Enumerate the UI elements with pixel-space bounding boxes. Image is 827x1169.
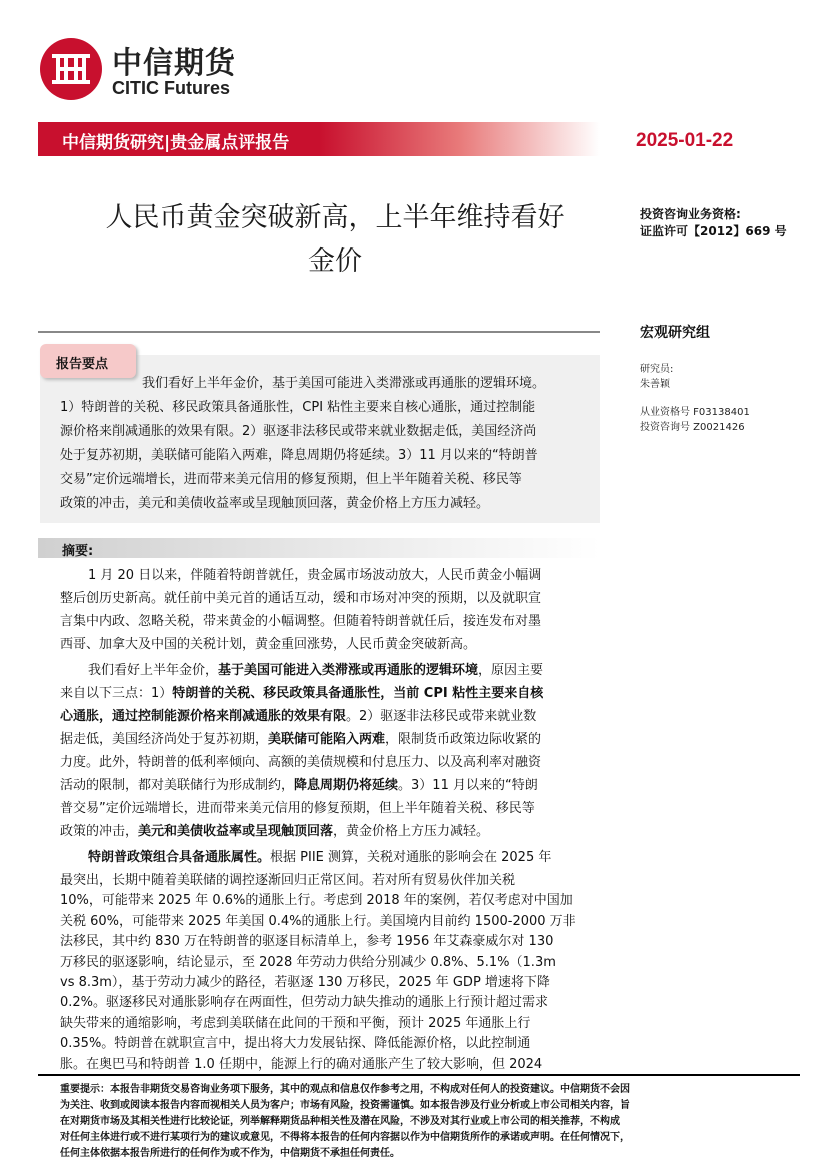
researcher-label: 研究员: bbox=[640, 364, 674, 375]
body-line: 万移民的驱逐影响，结论显示，至 2028 年劳动力供给分别减少 0.8%、5.1%（1.3m bbox=[60, 954, 556, 970]
body-line: 胀。在奥巴马和特朗普 1.0 任期中，能源上行的确对通胀产生了较大影响，但 2024 bbox=[60, 1056, 543, 1072]
title-divider bbox=[38, 331, 600, 333]
report-date: 2025-01-22 bbox=[636, 130, 734, 151]
abstract-header: 摘要: bbox=[62, 544, 94, 559]
disclaimer-line: 对任何主体进行或不进行某项行为的建议或意见，不得将本报告的任何内容据以作为中信期货所作的承诺或声明。在任何情况下， bbox=[60, 1132, 630, 1143]
body-line: 政策的冲击，美元和美债收益率或呈现触顶回落，黄金价格上方压力减轻。 bbox=[60, 824, 490, 839]
summary-line: 政策的冲击，美元和美债收益率或呈现触顶回落，黄金价格上方压力减轻。 bbox=[60, 496, 490, 511]
researcher-name: 朱善颖 bbox=[640, 379, 670, 390]
body-line: 缺失带来的通缩影响，考虑到美联储在此间的干预和平衡，预计 2025 年通胀上行 bbox=[60, 1015, 531, 1031]
body-line: 据走低，美国经济尚处于复苏初期，美联储可能陷入两难，限制货币政策边际收紧的 bbox=[60, 732, 542, 747]
body-line: 法移民，其中约 830 万在特朗普的驱逐目标清单上，参考 1956 年艾森豪威尔对 130 bbox=[60, 934, 554, 950]
body-line: 心通胀，通过控制能源价格来削减通胀的效果有限。2）驱逐非法移民或带来就业数 bbox=[60, 709, 537, 724]
disclaimer-line: 在对期货市场及其相关性进行比较论证，列举解释期货品种相关性及潜在风险，不涉及对其行业或上市公司的相关推荐，不构成 bbox=[60, 1116, 620, 1127]
disclaimer-line: 重要提示：本报告非期货交易咨询业务项下服务，其中的观点和信息仅作参考之用，不构成对任何人的投资建议。中信期货不会因 bbox=[60, 1084, 630, 1095]
body-line: 西哥、加拿大及中国的关税计划，黄金重回涨势，人民币黄金突破新高。 bbox=[60, 637, 477, 652]
body-line: 0.2%。驱逐移民对通胀影响存在两面性，但劳动力缺失推动的通胀上行预计超过需求 bbox=[60, 995, 549, 1011]
footer-divider bbox=[38, 1074, 800, 1076]
qualification-label: 投资咨询业务资格: bbox=[640, 207, 741, 221]
body-line: 活动的限制，都对美联储行为形成制约，降息周期仍将延续。3）11 月以来的“特朗 bbox=[60, 778, 538, 793]
report-title-line2: 金价 bbox=[308, 246, 362, 277]
advisory-number: 投资咨询号 Z0021426 bbox=[640, 422, 745, 433]
report-category: 中信期货研究|贵金属点评报告 bbox=[62, 133, 290, 153]
body-line: 10%，可能带来 2025 年 0.6%的通胀上行。考虑到 2018 年的案例，若仅考虑对中国加 bbox=[60, 893, 573, 909]
license-number: 证监许可【2012】669 号 bbox=[640, 224, 787, 238]
citic-logo-icon bbox=[38, 36, 104, 102]
body-line: vs 8.3m），基于劳动力减少的路径，若驱逐 130 万移民，2025 年 GDP 增速将下降 bbox=[60, 975, 550, 990]
logo-chinese-name: 中信期货 bbox=[112, 46, 236, 81]
body-line: 最突出，长期中随着美联储的调控逐渐回归正常区间。若对所有贸易伙伴加关税 bbox=[60, 873, 516, 888]
logo-english-name: CITIC Futures bbox=[112, 78, 231, 98]
body-line: 言集中内政、忽略关税，带来黄金的小幅调整。但随着特朗普就任后，接连发布对墨 bbox=[60, 614, 542, 629]
summary-tag-label: 报告要点 bbox=[56, 357, 109, 372]
report-title bbox=[60, 196, 610, 284]
citic-futures-logo bbox=[38, 36, 268, 98]
disclaimer-line: 为关注、收到或阅读本报告内容而视相关人员为客户；市场有风险，投资需谨慎。如本报告涉及行业分析或上市公司相关内容，旨 bbox=[60, 1100, 630, 1111]
summary-line: 处于复苏初期，美联储可能陷入两难，降息周期仍将延续。3）11 月以来的“特朗普 bbox=[60, 448, 538, 463]
body-line: 0.35%。特朗普在就职宣言中，提出将大力发展钻探、降低能源价格，以此控制通 bbox=[60, 1036, 531, 1052]
summary-tag bbox=[40, 344, 136, 378]
report-title-line1: 人民币黄金突破新高，上半年维持看好 bbox=[105, 202, 565, 233]
report-category-band bbox=[38, 122, 600, 156]
body-line: 整后创历史新高。就任前中美元首的通话互动，缓和市场对冲突的预期，以及就职宣 bbox=[60, 591, 542, 606]
summary-line: 交易”定价远端增长，进而带来美元信用的修复预期，但上半年随着关税、移民等 bbox=[60, 472, 522, 487]
summary-line: 1）特朗普的关税、移民政策具备通胀性，CPI 粘性主要来自核心通胀，通过控制能 bbox=[60, 400, 536, 415]
abstract-header-bar bbox=[38, 538, 600, 558]
certification-number: 从业资格号 F03138401 bbox=[640, 407, 750, 418]
body-line: 我们看好上半年金价，基于美国可能进入类滞涨或再通胀的逻辑环境，原因主要 bbox=[88, 663, 544, 678]
body-line: 1 月 20 日以来，伴随着特朗普就任，贵金属市场波动放大，人民币黄金小幅调 bbox=[88, 568, 542, 583]
body-line: 特朗普政策组合具备通胀属性。根据 PIIE 测算，关税对通胀的影响会在 2025 年 bbox=[88, 850, 552, 865]
summary-line: 源价格来削减通胀的效果有限。2）驱逐非法移民或带来就业数据走低，美国经济尚 bbox=[60, 424, 537, 439]
body-line: 来自以下三点：1）特朗普的关税、移民政策具备通胀性，当前 CPI 粘性主要来自核 bbox=[60, 686, 544, 701]
body-line: 关税 60%，可能带来 2025 年美国 0.4%的通胀上行。美国境内目前约 1500-2000 万非 bbox=[60, 913, 576, 929]
disclaimer-line: 任何主体依据本报告所进行的任何作为或不作为，中信期货不承担任何责任。 bbox=[60, 1148, 400, 1159]
body-line: 普交易”定价远端增长，进而带来美元信用的修复预期，但上半年随着关税、移民等 bbox=[60, 801, 535, 816]
body-line: 力度。此外，特朗普的低利率倾向、高额的美债规模和付息压力、以及高利率对融资 bbox=[60, 755, 542, 770]
summary-line: 我们看好上半年金价，基于美国可能进入类滞涨或再通胀的逻辑环境。 bbox=[142, 376, 546, 391]
research-group: 宏观研究组 bbox=[640, 325, 710, 341]
